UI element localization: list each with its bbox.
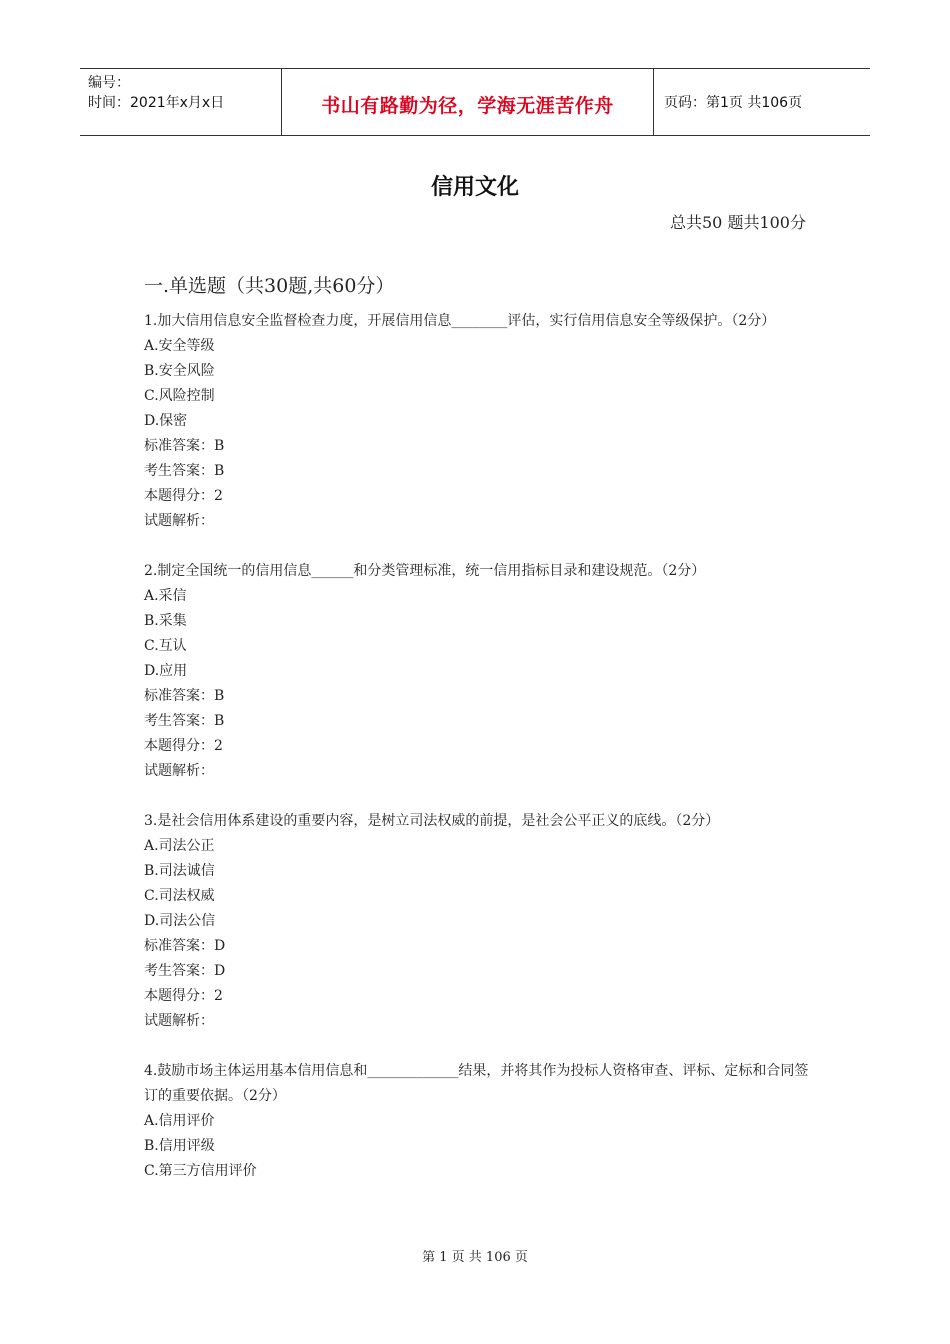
question-analysis: 试题解析： <box>144 513 214 529</box>
question-score: 本题得分：2 <box>144 988 223 1004</box>
standard-answer: 标准答案：B <box>144 438 225 454</box>
page-code: 页码：第1页 共106页 <box>664 95 803 111</box>
question-analysis: 试题解析： <box>144 763 214 779</box>
number-label: 编号： <box>88 75 130 91</box>
option-b: B.采集 <box>144 613 187 629</box>
header-table <box>80 68 870 136</box>
option-a: A.采信 <box>144 588 187 604</box>
question-list <box>144 309 816 1209</box>
question-2 <box>144 559 816 784</box>
page-footer: 第 1 页 共 106 页 <box>422 1250 528 1265</box>
student-answer: 考生答案：D <box>144 963 226 979</box>
section-title: 一.单选题（共30题,共60分） <box>144 275 395 297</box>
option-a: A.安全等级 <box>144 338 215 354</box>
option-c: C.司法权威 <box>144 888 215 904</box>
question-1 <box>144 309 816 534</box>
option-c: C.互认 <box>144 638 187 654</box>
header-page-cell <box>654 69 870 135</box>
option-a: A.信用评价 <box>144 1113 215 1129</box>
question-stem: 4.鼓励市场主体运用基本信用信息和_____________结果，并将其作为投标人资格审查、评标、定标和合同签订的重要依据。（2分） <box>144 1063 809 1104</box>
question-score: 本题得分：2 <box>144 488 223 504</box>
student-answer: 考生答案：B <box>144 463 225 479</box>
question-score: 本题得分：2 <box>144 738 223 754</box>
header-motto-cell <box>281 69 654 135</box>
option-b: B.安全风险 <box>144 363 215 379</box>
option-c: C.风险控制 <box>144 388 215 404</box>
question-stem: 2.制定全国统一的信用信息______和分类管理标准，统一信用指标目录和建设规范。（2分） <box>144 563 706 579</box>
option-b: B.信用评级 <box>144 1138 215 1154</box>
question-4 <box>144 1059 816 1184</box>
question-stem: 1.加大信用信息安全监督检查力度，开展信用信息________评估，实行信用信息安全等级保护。（2分） <box>144 313 776 329</box>
motto: 书山有路勤为径，学海无涯苦作舟 <box>321 94 614 117</box>
question-stem: 3.是社会信用体系建设的重要内容，是树立司法权威的前提，是社会公平正义的底线。（2分） <box>144 813 720 829</box>
standard-answer: 标准答案：D <box>144 938 226 954</box>
question-analysis: 试题解析： <box>144 1013 214 1029</box>
header-meta <box>80 69 281 135</box>
standard-answer: 标准答案：B <box>144 688 225 704</box>
option-a: A.司法公正 <box>144 838 215 854</box>
document-title: 信用文化 <box>430 175 519 200</box>
student-answer: 考生答案：B <box>144 713 225 729</box>
option-d: D.应用 <box>144 663 188 679</box>
time-label: 时间：2021年x月x日 <box>88 95 225 111</box>
total-summary: 总共50 题共100分 <box>670 213 806 232</box>
option-d: D.司法公信 <box>144 913 216 929</box>
option-c: C.第三方信用评价 <box>144 1163 257 1179</box>
option-d: D.保密 <box>144 413 188 429</box>
option-b: B.司法诚信 <box>144 863 215 879</box>
question-3 <box>144 809 816 1034</box>
